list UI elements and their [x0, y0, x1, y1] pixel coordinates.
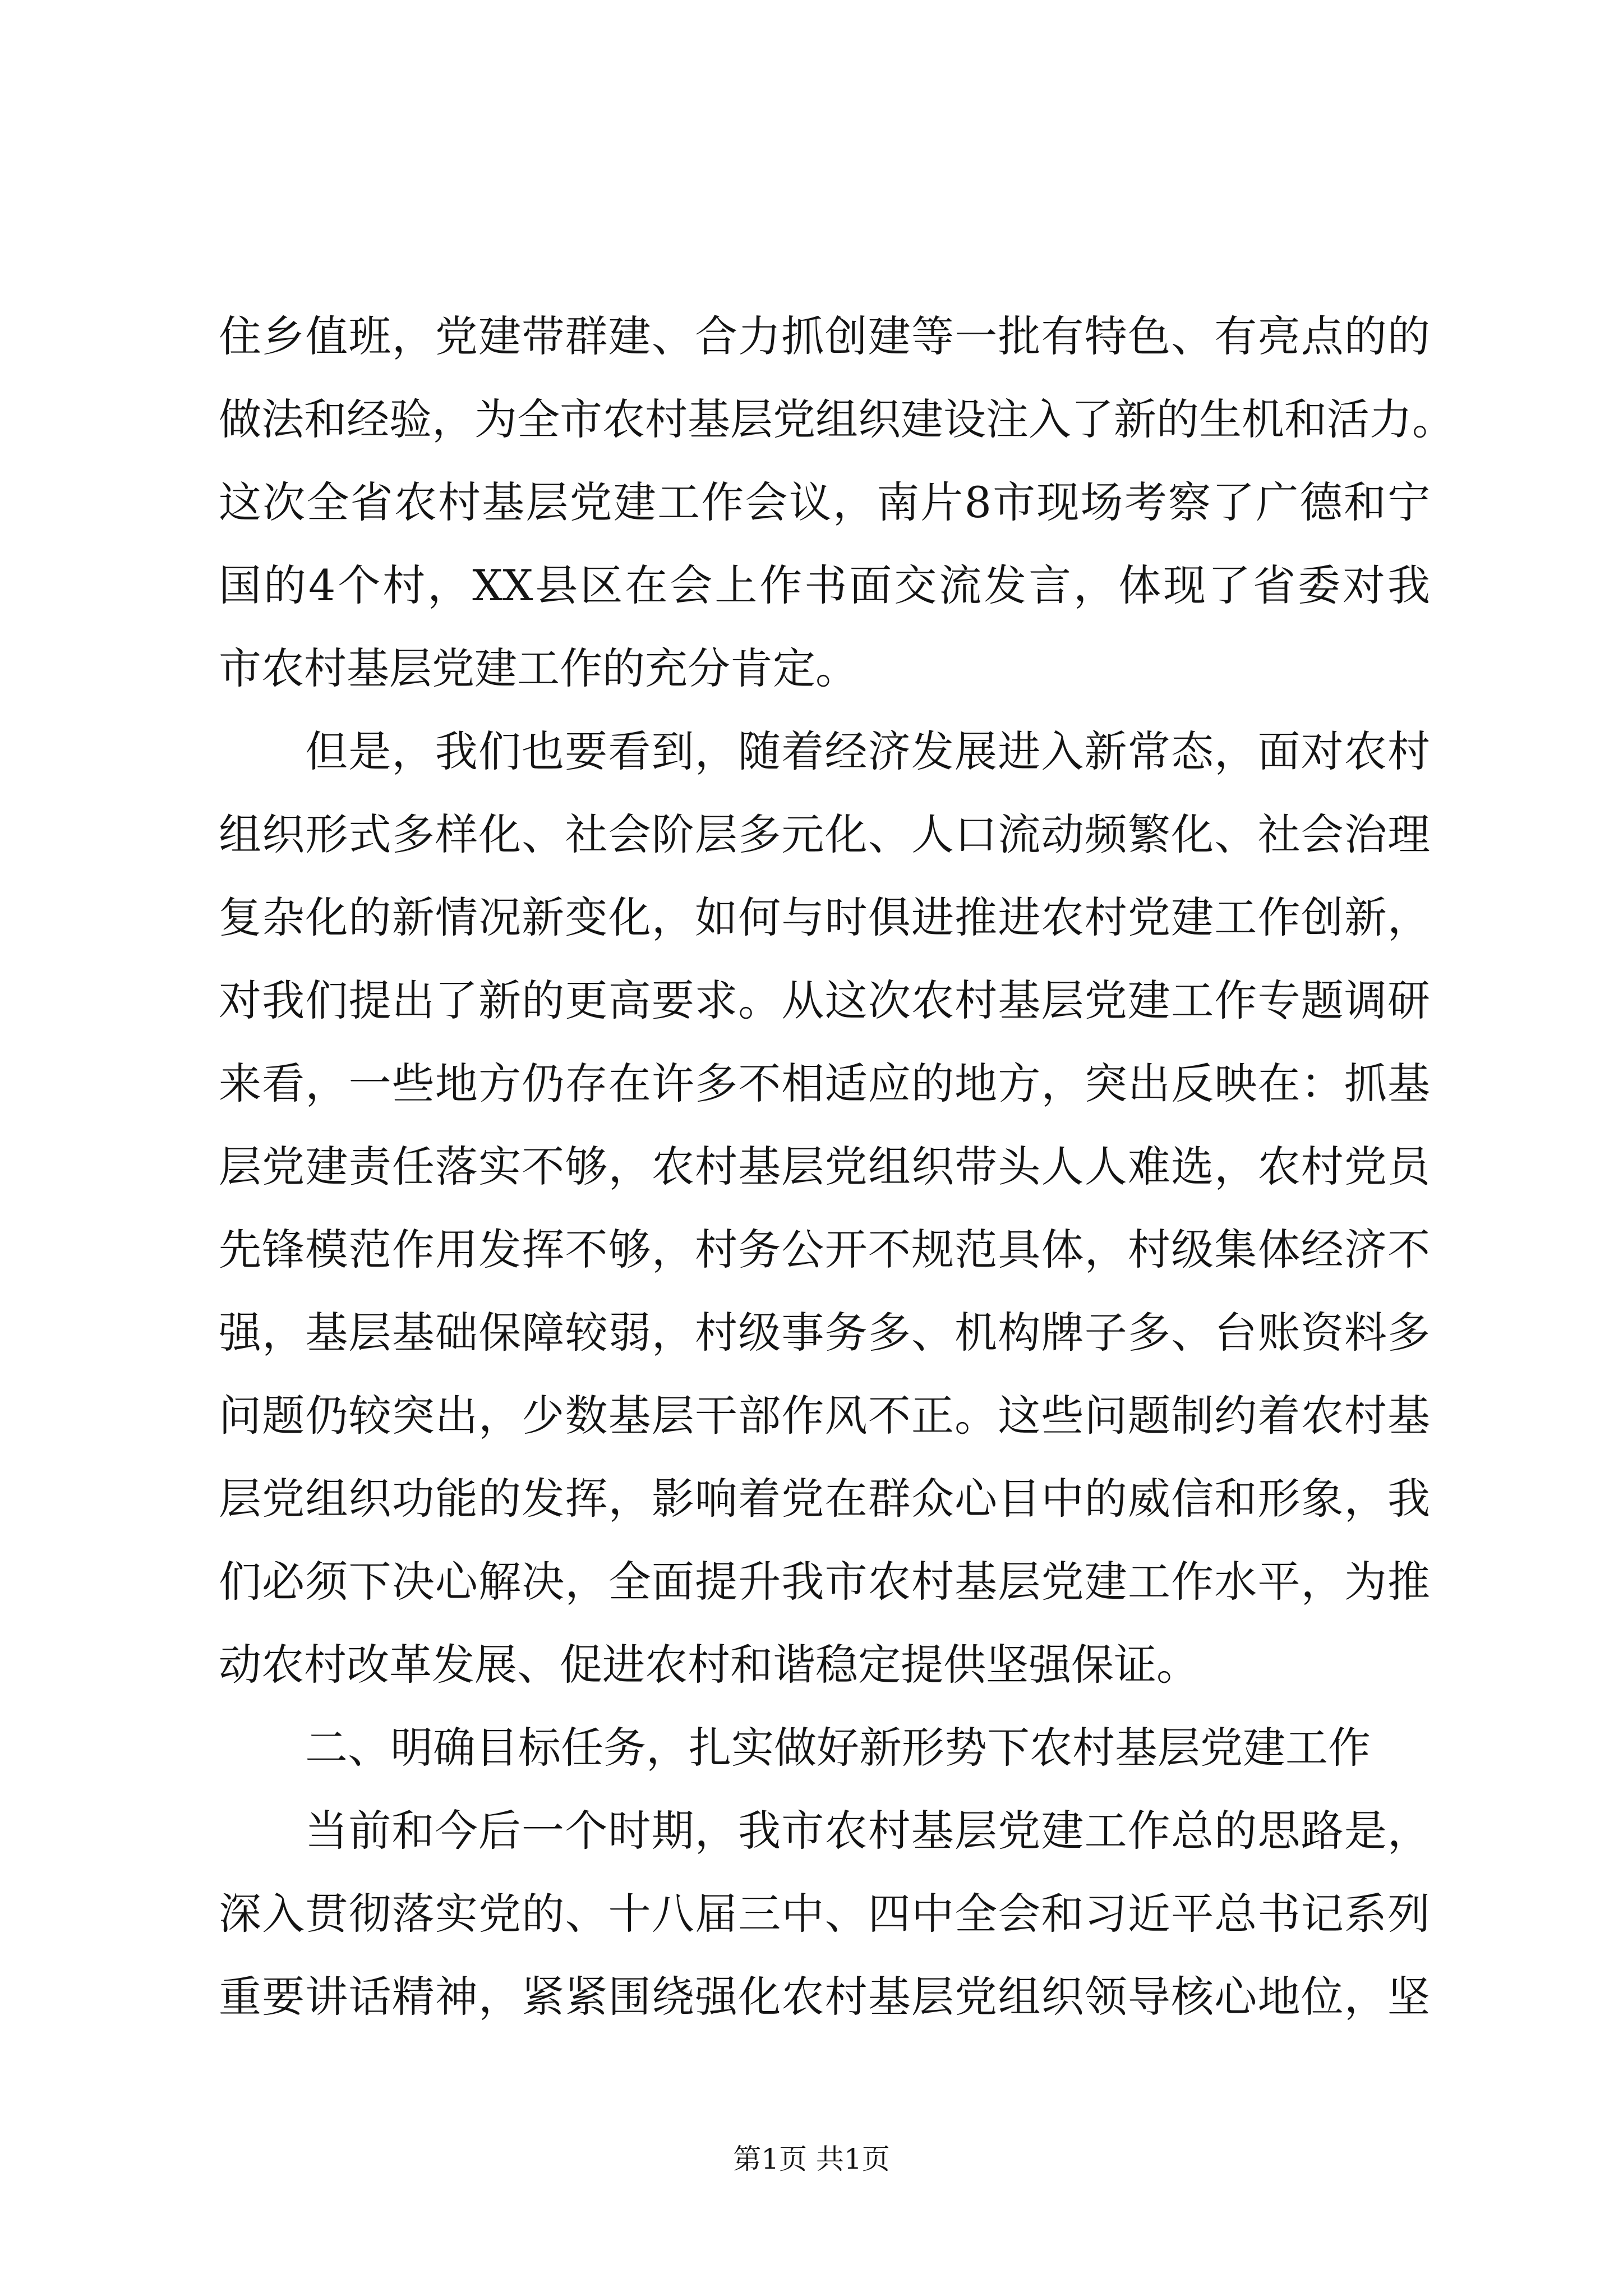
body-line: 层党建责任落实不够，农村基层党组织带头人人难选，农村党员 — [219, 1142, 1430, 1191]
document-body — [219, 295, 1455, 2039]
body-line: 们必须下决心解决，全面提升我市农村基层党建工作水平，为推 — [219, 1557, 1430, 1607]
body-line: 当前和今后一个时期，我市农村基层党建工作总的思路是， — [305, 1806, 1430, 1856]
body-line: 先锋模范作用发挥不够，村务公开不规范具体，村级集体经济不 — [219, 1225, 1430, 1274]
section-heading: 二、明确目标任务，扎实做好新形势下农村基层党建工作 — [305, 1723, 1371, 1773]
body-line: 强，基层基础保障较弱，村级事务多、机构牌子多、台账资料多 — [219, 1308, 1430, 1358]
body-line: 复杂化的新情况新变化，如何与时俱进推进农村党建工作创新， — [219, 892, 1430, 942]
body-line: 动农村改革发展、促进农村和谐稳定提供坚强保证。 — [219, 1640, 1199, 1690]
body-line: 深入贯彻落实党的、十八届三中、四中全会和习近平总书记系列 — [219, 1889, 1430, 1939]
body-line: 市农村基层党建工作的充分肯定。 — [219, 643, 858, 693]
body-line: 组织形式多样化、社会阶层多元化、人口流动频繁化、社会治理 — [219, 809, 1430, 859]
body-line: 但是，我们也要看到，随着经济发展进入新常态，面对农村 — [305, 726, 1430, 776]
body-line: 问题仍较突出，少数基层干部作风不正。这些问题制约着农村基 — [219, 1391, 1430, 1441]
page-footer: 第1页 共1页 — [733, 2143, 890, 2175]
body-line: 做法和经验，为全市农村基层党组织建设注入了新的生机和活力。 — [219, 394, 1455, 444]
body-line: 住乡值班，党建带群建、合力抓创建等一批有特色、有亮点的的 — [219, 311, 1430, 361]
body-line: 国的4个村，XX县区在会上作书面交流发言，体现了省委对我 — [219, 560, 1430, 610]
body-line: 层党组织功能的发挥，影响着党在群众心目中的威信和形象，我 — [219, 1474, 1430, 1524]
body-line: 对我们提出了新的更高要求。从这次农村基层党建工作专题调研 — [219, 976, 1430, 1025]
body-line: 重要讲话精神，紧紧围绕强化农村基层党组织领导核心地位，坚 — [219, 1972, 1430, 2022]
body-line: 来看，一些地方仍存在许多不相适应的地方，突出反映在：抓基 — [219, 1059, 1430, 1108]
body-line: 这次全省农村基层党建工作会议，南片8市现场考察了广德和宁 — [219, 477, 1430, 527]
